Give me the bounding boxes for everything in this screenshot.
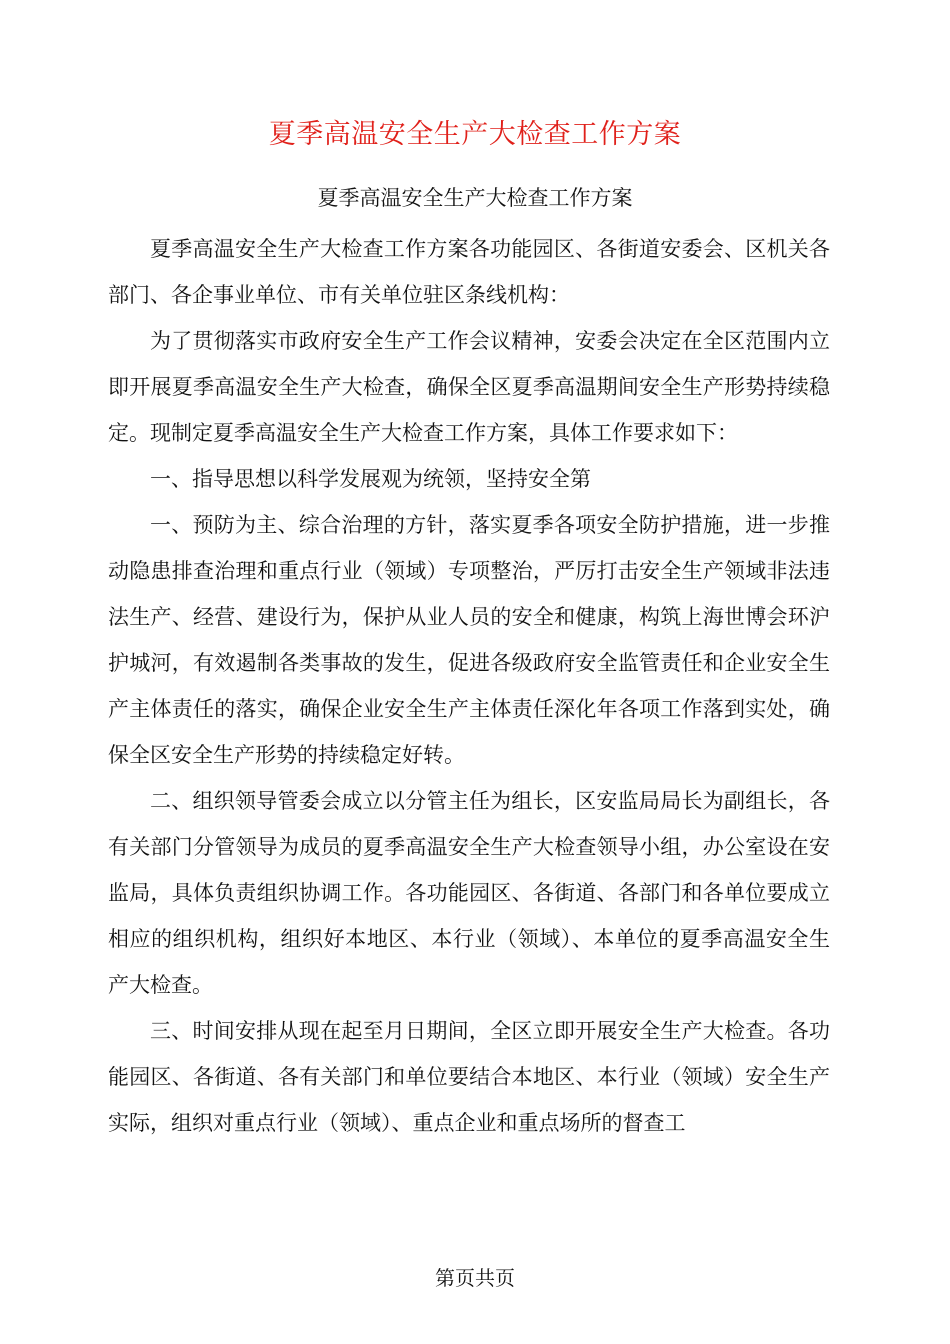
paragraph-intro: 为了贯彻落实市政府安全生产工作会议精神，安委会决定在全区范围内立即开展夏季高温安全生产大检查，确保全区夏季高温期间安全生产形势持续稳定。现制定夏季高温安全生产大检查工作方案，具体工作要求如下： <box>108 329 830 445</box>
paragraph-guiding-heading: 一、指导思想以科学发展观为统领，坚持安全第 <box>150 467 591 491</box>
paragraph-guiding-body: 一、预防为主、综合治理的方针，落实夏季各项安全防护措施，进一步推动隐患排查治理和重点行业（领域）专项整治，严厉打击安全生产领域非法违法生产、经营、建设行为，保护从业人员的安全和健康，构筑上海世博会环沪护城河，有效遏制各类事故的发生，促进各级政府安全监管责任和企业安全生产主体责任的落实，确保企业安全生产主体责任深化年各项工作落到实处，确保全区安全生产形势的持续稳定好转。 <box>108 513 830 767</box>
document-title: 夏季高温安全生产大检查工作方案 <box>268 119 682 150</box>
paragraph-organization: 二、组织领导管委会成立以分管主任为组长，区安监局局长为副组长，各有关部门分管领导为成员的夏季高温安全生产大检查领导小组，办公室设在安监局，具体负责组织协调工作。各功能园区、各街道、各部门和各单位要成立相应的组织机构，组织好本地区、本行业（领域）、本单位的夏季高温安全生产大检查。 <box>108 789 830 997</box>
document-body <box>108 226 830 1146</box>
document-subtitle: 夏季高温安全生产大检查工作方案 <box>317 186 633 210</box>
paragraph-schedule: 三、时间安排从现在起至月日期间，全区立即开展安全生产大检查。各功能园区、各街道、各有关部门和单位要结合本地区、本行业（领域）安全生产实际，组织对重点行业（领域）、重点企业和重点场所的督查工 <box>108 1019 830 1135</box>
page-footer: 第页共页 <box>435 1266 515 1290</box>
paragraph-address: 夏季高温安全生产大检查工作方案各功能园区、各街道安委会、区机关各部门、各企事业单位、市有关单位驻区条线机构： <box>108 237 830 307</box>
